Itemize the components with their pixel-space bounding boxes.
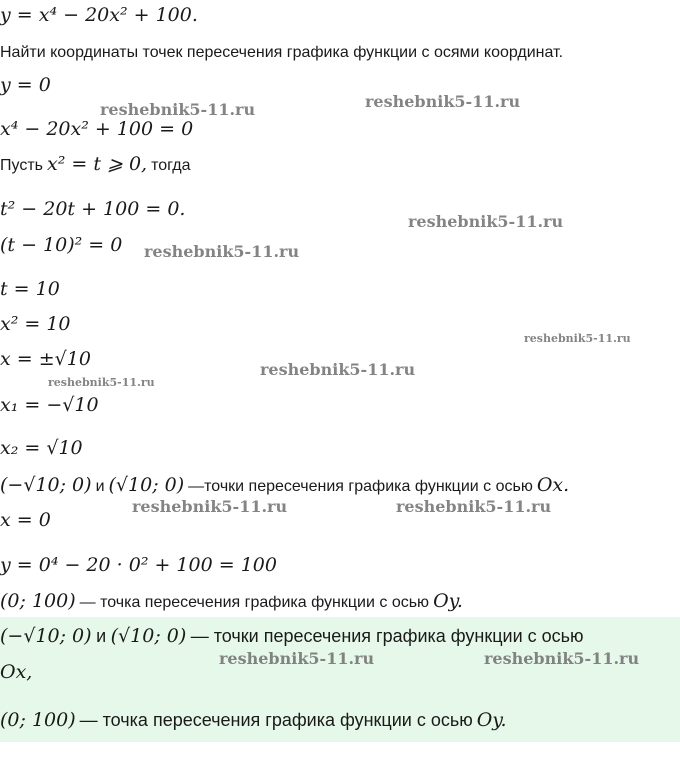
- answer-ox-and: и: [96, 626, 107, 646]
- let-math: x² = t ⩾ 0,: [46, 153, 148, 175]
- equation-3: (t − 10)² = 0: [0, 234, 123, 256]
- answer-block: [0, 617, 680, 742]
- watermark: reshebnik5-11.ru: [48, 376, 155, 389]
- x1-value: x₁ = −√10: [0, 394, 99, 416]
- watermark: reshebnik5-11.ru: [100, 100, 256, 119]
- x-squared-value: x² = 10: [0, 313, 71, 335]
- t-value: t = 10: [0, 278, 60, 300]
- x2-value: x₂ = √10: [0, 437, 83, 459]
- function-equation: y = x⁴ − 20x² + 100.: [0, 4, 198, 26]
- answer-oy-point: (0; 100): [0, 709, 76, 731]
- watermark: reshebnik5-11.ru: [524, 332, 631, 345]
- ox-point-1: (−√10; 0): [0, 474, 92, 496]
- answer-oy-axis: Oy.: [476, 709, 507, 731]
- task-instruction: Найти координаты точек пересечения графика функции с осями координат.: [0, 44, 564, 61]
- watermark: reshebnik5-11.ru: [484, 649, 640, 668]
- answer-ox-point-2: (√10; 0): [110, 625, 187, 647]
- oy-text: — точка пересечения графика функции с осью: [79, 594, 430, 611]
- equation-y-zero: y = 0: [0, 74, 51, 96]
- watermark: reshebnik5-11.ru: [132, 497, 288, 516]
- answer-ox-line: [0, 625, 584, 647]
- watermark: reshebnik5-11.ru: [396, 497, 552, 516]
- ox-text: —точки пересечения графика функции с осью: [188, 478, 533, 495]
- x-plus-minus: x = ±√10: [0, 348, 91, 370]
- watermark: reshebnik5-11.ru: [365, 92, 521, 111]
- equation-1: x⁴ − 20x² + 100 = 0: [0, 118, 194, 140]
- let-suffix: тогда: [151, 157, 191, 174]
- watermark: reshebnik5-11.ru: [144, 242, 300, 261]
- answer-oy-text: — точка пересечения графика функции с осью: [79, 710, 473, 730]
- watermark: reshebnik5-11.ru: [219, 649, 375, 668]
- ox-and: и: [95, 478, 105, 495]
- answer-ox-text: — точки пересечения графика функции с осью: [190, 626, 584, 646]
- watermark: reshebnik5-11.ru: [408, 212, 564, 231]
- ox-axis: Ox.: [536, 474, 570, 496]
- answer-oy-line: [0, 709, 507, 731]
- answer-ox-axis: Ox,: [0, 661, 33, 683]
- watermark: reshebnik5-11.ru: [260, 360, 416, 379]
- oy-axis: Oy.: [433, 590, 463, 612]
- equation-2: t² − 20t + 100 = 0.: [0, 198, 186, 220]
- let-prefix: Пусть: [0, 157, 43, 174]
- oy-point-line: [0, 590, 463, 612]
- x-zero: x = 0: [0, 509, 51, 531]
- oy-point: (0; 100): [0, 590, 76, 612]
- substitution-line: [0, 153, 190, 175]
- ox-points-line: [0, 474, 569, 496]
- answer-ox-point-1: (−√10; 0): [0, 625, 92, 647]
- ox-point-2: (√10; 0): [108, 474, 185, 496]
- y-calculation: y = 0⁴ − 20 · 0² + 100 = 100: [0, 554, 277, 576]
